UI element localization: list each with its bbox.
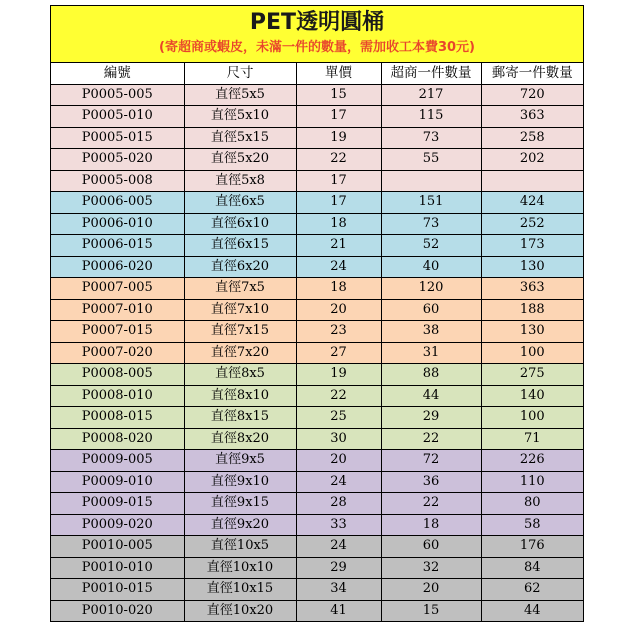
size-cell: 直徑10x10 [184,557,296,579]
table-body [51,84,583,622]
store-qty-cell: 151 [381,192,481,214]
table-row [51,342,583,364]
product-code-cell: P0008-010 [51,385,184,407]
product-code-cell: P0005-005 [51,84,184,106]
store-qty-cell: 31 [381,342,481,364]
size-cell: 直徑9x5 [184,450,296,472]
mail-qty-cell: 252 [481,213,583,235]
price-cell: 17 [296,170,381,192]
store-qty-cell: 73 [381,127,481,149]
product-code-cell: P0010-015 [51,579,184,601]
size-cell: 直徑7x15 [184,321,296,343]
price-cell: 27 [296,342,381,364]
table-row [51,149,583,171]
table-row [51,256,583,278]
shipping-note: (寄超商或蝦皮，未滿一件的數量，需加收工本費30元) [159,40,475,55]
price-cell: 17 [296,106,381,128]
title-banner [51,5,583,63]
table-row [51,278,583,300]
store-qty-cell: 73 [381,213,481,235]
mail-qty-cell: 130 [481,256,583,278]
table-row [51,127,583,149]
store-qty-cell: 217 [381,84,481,106]
store-qty-cell: 52 [381,235,481,257]
size-cell: 直徑9x20 [184,514,296,536]
header-row [51,63,583,84]
price-cell: 30 [296,428,381,450]
product-code-cell: P0006-020 [51,256,184,278]
table-row [51,450,583,472]
product-code-cell: P0008-015 [51,407,184,429]
store-qty-cell [381,170,481,192]
product-code-cell: P0010-020 [51,600,184,622]
header-price: 單價 [296,63,381,84]
store-qty-cell: 55 [381,149,481,171]
size-cell: 直徑7x10 [184,299,296,321]
size-cell: 直徑8x5 [184,364,296,386]
table-row [51,106,583,128]
header-mail-qty: 郵寄一件數量 [481,63,583,84]
store-qty-cell: 88 [381,364,481,386]
table-row [51,536,583,558]
mail-qty-cell: 44 [481,600,583,622]
price-cell: 41 [296,600,381,622]
table-row [51,514,583,536]
size-cell: 直徑9x15 [184,493,296,515]
table-row [51,600,583,622]
size-cell: 直徑10x20 [184,600,296,622]
table-row [51,364,583,386]
store-qty-cell: 60 [381,299,481,321]
price-cell: 23 [296,321,381,343]
size-cell: 直徑8x15 [184,407,296,429]
product-code-cell: P0010-010 [51,557,184,579]
price-cell: 29 [296,557,381,579]
size-cell: 直徑5x15 [184,127,296,149]
store-qty-cell: 60 [381,536,481,558]
size-cell: 直徑6x10 [184,213,296,235]
product-code-cell: P0007-005 [51,278,184,300]
store-qty-cell: 29 [381,407,481,429]
size-cell: 直徑10x15 [184,579,296,601]
product-code-cell: P0006-015 [51,235,184,257]
store-qty-cell: 40 [381,256,481,278]
store-qty-cell: 38 [381,321,481,343]
price-cell: 33 [296,514,381,536]
store-qty-cell: 72 [381,450,481,472]
mail-qty-cell: 176 [481,536,583,558]
product-code-cell: P0006-005 [51,192,184,214]
store-qty-cell: 115 [381,106,481,128]
header-store-qty: 超商一件數量 [381,63,481,84]
store-qty-cell: 15 [381,600,481,622]
price-cell: 20 [296,299,381,321]
price-cell: 28 [296,493,381,515]
table-row [51,428,583,450]
product-code-cell: P0009-010 [51,471,184,493]
price-cell: 24 [296,471,381,493]
table-row [51,84,583,106]
header-code: 編號 [51,63,184,84]
product-code-cell: P0007-010 [51,299,184,321]
mail-qty-cell: 226 [481,450,583,472]
price-cell: 18 [296,213,381,235]
product-code-cell: P0008-020 [51,428,184,450]
price-cell: 20 [296,450,381,472]
size-cell: 直徑7x5 [184,278,296,300]
mail-qty-cell: 100 [481,407,583,429]
price-cell: 25 [296,407,381,429]
page-title: PET透明圓桶 [249,10,385,35]
mail-qty-cell: 173 [481,235,583,257]
mail-qty-cell: 363 [481,278,583,300]
mail-qty-cell: 720 [481,84,583,106]
mail-qty-cell: 84 [481,557,583,579]
store-qty-cell: 120 [381,278,481,300]
price-cell: 19 [296,364,381,386]
table-row [51,299,583,321]
store-qty-cell: 20 [381,579,481,601]
mail-qty-cell: 58 [481,514,583,536]
size-cell: 直徑5x5 [184,84,296,106]
price-cell: 18 [296,278,381,300]
price-cell: 22 [296,385,381,407]
table-row [51,471,583,493]
mail-qty-cell: 188 [481,299,583,321]
mail-qty-cell: 202 [481,149,583,171]
store-qty-cell: 32 [381,557,481,579]
table-row [51,321,583,343]
store-qty-cell: 18 [381,514,481,536]
mail-qty-cell: 363 [481,106,583,128]
store-qty-cell: 44 [381,385,481,407]
table-row [51,493,583,515]
size-cell: 直徑10x5 [184,536,296,558]
mail-qty-cell: 100 [481,342,583,364]
size-cell: 直徑5x8 [184,170,296,192]
mail-qty-cell: 110 [481,471,583,493]
size-cell: 直徑5x20 [184,149,296,171]
price-cell: 34 [296,579,381,601]
mail-qty-cell: 258 [481,127,583,149]
product-code-cell: P0008-005 [51,364,184,386]
table-row [51,407,583,429]
price-cell: 19 [296,127,381,149]
product-code-cell: P0005-020 [51,149,184,171]
table-row [51,557,583,579]
header-size: 尺寸 [184,63,296,84]
mail-qty-cell [481,170,583,192]
size-cell: 直徑8x20 [184,428,296,450]
size-cell: 直徑5x10 [184,106,296,128]
price-cell: 21 [296,235,381,257]
size-cell: 直徑6x15 [184,235,296,257]
mail-qty-cell: 80 [481,493,583,515]
mail-qty-cell: 62 [481,579,583,601]
table-row [51,213,583,235]
size-cell: 直徑6x5 [184,192,296,214]
product-code-cell: P0005-010 [51,106,184,128]
price-cell: 24 [296,256,381,278]
mail-qty-cell: 140 [481,385,583,407]
product-code-cell: P0005-015 [51,127,184,149]
mail-qty-cell: 130 [481,321,583,343]
table-row [51,170,583,192]
product-code-cell: P0007-015 [51,321,184,343]
table-row [51,579,583,601]
product-code-cell: P0009-015 [51,493,184,515]
table-row [51,192,583,214]
price-cell: 15 [296,84,381,106]
price-cell: 17 [296,192,381,214]
store-qty-cell: 22 [381,493,481,515]
table-row [51,385,583,407]
table-row [51,235,583,257]
product-code-cell: P0010-005 [51,536,184,558]
mail-qty-cell: 71 [481,428,583,450]
size-cell: 直徑8x10 [184,385,296,407]
product-code-cell: P0006-010 [51,213,184,235]
product-code-cell: P0005-008 [51,170,184,192]
product-code-cell: P0009-020 [51,514,184,536]
price-table [51,63,583,622]
price-sheet [50,5,584,622]
product-code-cell: P0007-020 [51,342,184,364]
mail-qty-cell: 424 [481,192,583,214]
mail-qty-cell: 275 [481,364,583,386]
price-cell: 24 [296,536,381,558]
price-cell: 22 [296,149,381,171]
size-cell: 直徑6x20 [184,256,296,278]
product-code-cell: P0009-005 [51,450,184,472]
size-cell: 直徑9x10 [184,471,296,493]
store-qty-cell: 36 [381,471,481,493]
store-qty-cell: 22 [381,428,481,450]
size-cell: 直徑7x20 [184,342,296,364]
